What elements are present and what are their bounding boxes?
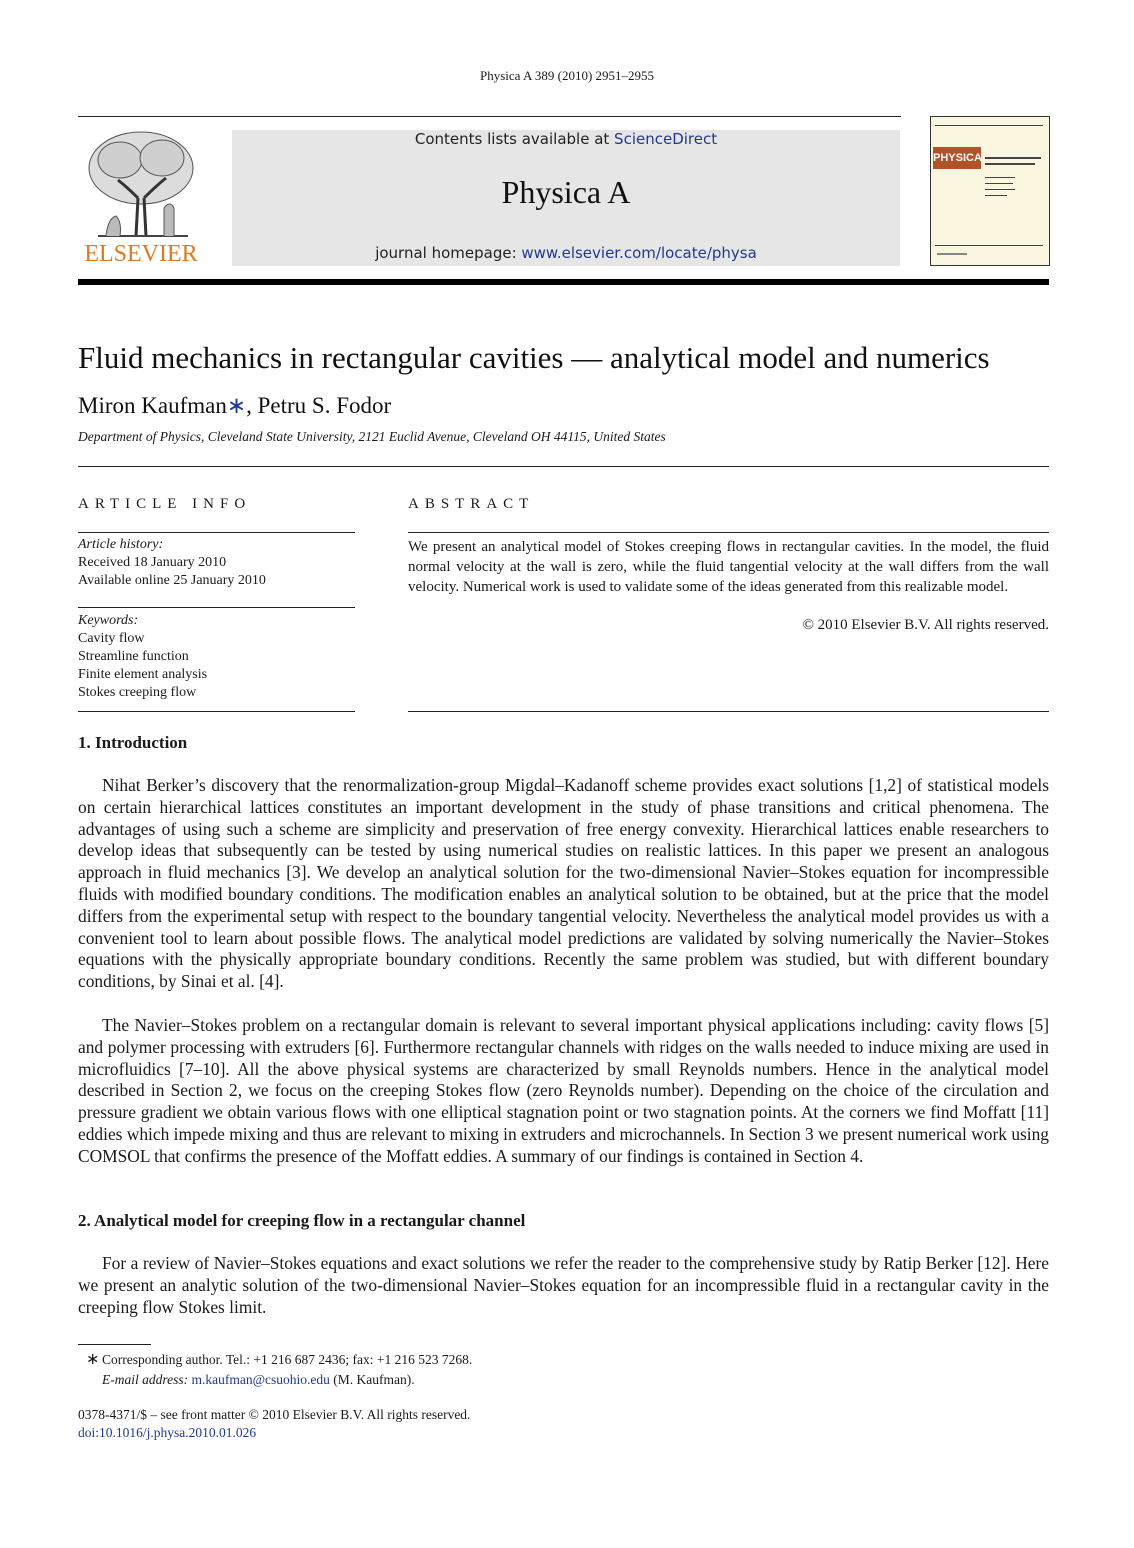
abstract-rule	[408, 711, 1049, 712]
journal-homepage-link[interactable]: www.elsevier.com/locate/physa	[521, 244, 757, 262]
body-paragraph: Nihat Berker’s discovery that the renormalization-group Migdal–Kadanoff scheme provides exact solutions [1,2] of statistical models on certain hierarchical lattices constitutes an important development in the study of phase transitions and critical phenomena. The advantages of using such a scheme are simplicity and preservation of free energy convexity. Hierarchical lattices enable researchers to develop ideas that subsequently can be tested by using numerical studies on realistic lattices. In this paper we present an analogous approach in fluid mechanics [3]. We develop an analytical solution for the two-dimensional Navier–Stokes equation for incompressible fluids with modified boundary conditions. The modification enables an analytical solution to be obtained, but at the price that the model differs from the experimental setup with respect to the boundary tangential velocity. Nevertheless the analytical model provides us with a convenient tool to learn about possible flows. The analytical model predictions are validated by solving numerically the Navier–Stokes equations with the physically appropriate boundary conditions. Recently the same problem was studied, but with different boundary conditions, by Sinai et al. [4].	[78, 775, 1049, 992]
corresponding-author-mark[interactable]: ∗	[226, 393, 247, 418]
footnote-mark: ∗	[86, 1351, 100, 1368]
cover-rule	[935, 125, 1043, 126]
abstract-copyright: © 2010 Elsevier B.V. All rights reserved.	[802, 617, 1049, 633]
cover-band: PHYSICA	[933, 147, 981, 169]
journal-name: Physica A	[501, 174, 631, 210]
article-history	[78, 536, 355, 590]
keyword: Stokes creeping flow	[78, 685, 197, 700]
received-date: Received 18 January 2010	[78, 555, 227, 570]
author-name[interactable]: Petru S. Fodor	[257, 393, 392, 418]
running-head: Physica A 389 (2010) 2951–2955	[479, 68, 655, 83]
masthead-top-rule	[78, 116, 901, 117]
section-heading: 2. Analytical model for creeping flow in a rectangular channel	[78, 1211, 526, 1230]
email-suffix: (M. Kaufman).	[329, 1372, 415, 1387]
cover-rule	[985, 163, 1035, 165]
history-label: Article history:	[78, 537, 164, 552]
logo-wordmark: ELSEVIER	[84, 241, 198, 267]
cover-rule	[937, 253, 967, 255]
doi-line	[78, 1423, 256, 1442]
author-name[interactable]: Miron Kaufman	[78, 393, 227, 418]
tree-icon	[78, 128, 204, 240]
footnote-rule	[78, 1344, 151, 1345]
cover-rule	[985, 157, 1041, 159]
article-title: Fluid mechanics in rectangular cavities — analytical model and numerics	[78, 340, 990, 375]
contents-prefix: Contents lists available at	[414, 130, 615, 148]
keywords-label: Keywords:	[78, 613, 139, 628]
homepage-prefix: journal homepage:	[375, 244, 522, 262]
masthead-thick-rule	[78, 279, 1049, 285]
cover-rule	[935, 245, 1043, 246]
affiliation: Department of Physics, Cleveland State University, 2121 Euclid Avenue, Cleveland OH 44115, United States	[78, 429, 666, 444]
abstract-heading: ABSTRACT	[408, 496, 535, 512]
info-rule	[78, 711, 355, 712]
abstract-text: We present an analytical model of Stokes creeping flows in rectangular cavities. In the model, the fluid normal velocity at the wall is zero, while the fluid tangential velocity at the wall differs from the wall velocity. Numerical work is used to validate some of the ideas generated from this realizable model.	[408, 539, 1049, 595]
contents-line	[232, 130, 900, 148]
corresponding-text: Corresponding author. Tel.: +1 216 687 2436; fax: +1 216 523 7268.	[102, 1352, 473, 1367]
keyword: Streamline function	[78, 649, 189, 664]
author-separator: ,	[246, 393, 258, 418]
section-rule	[78, 466, 1049, 467]
homepage-line	[232, 244, 900, 262]
section-heading: 1. Introduction	[78, 733, 188, 752]
body-paragraph: For a review of Navier–Stokes equations and exact solutions we refer the reader to the comprehensive study by Ratip Berker [12]. Here we present an analytic solution of the two-dimensional Navier–Stokes equation for an incompressible fluid in a rectangular cavity in the creeping flow Stokes limit.	[78, 1253, 1049, 1317]
email-label: E-mail address:	[102, 1372, 189, 1387]
elsevier-logo[interactable]	[78, 128, 204, 268]
sciencedirect-link[interactable]: ScienceDirect	[614, 130, 718, 148]
available-date: Available online 25 January 2010	[78, 573, 266, 588]
cover-rule	[985, 189, 1015, 190]
keywords	[78, 612, 355, 702]
body-paragraph: The Navier–Stokes problem on a rectangular domain is relevant to several important physical applications including: cavity flows [5] and polymer processing with extruders [6]. Furthermore rectangular channels with ridges on the walls needed to induce mixing are used in microfluidics [7–10]. All the above physical systems are characterized by small Reynolds numbers. Hence in the analytical model described in Section 2, we focus on the creeping Stokes flow (zero Reynolds number). Depending on the choice of the circulation and pressure gradient we obtain various flows with one elliptical stagnation point or two stagnation points. At the corners we find Moffatt [11] eddies which impede mixing and thus are relevant to mixing in extruders and microchannels. In Section 3 we present numerical work using COMSOL that confirms the presence of the Moffatt eddies. A summary of our findings is contained in Section 4.	[78, 1015, 1049, 1166]
abstract-rule	[408, 532, 1049, 533]
keyword: Finite element analysis	[78, 667, 208, 682]
keyword: Cavity flow	[78, 631, 145, 646]
article-info-heading: ARTICLE INFO	[78, 496, 252, 512]
cover-rule	[985, 195, 1007, 196]
footnote-corresponding	[78, 1350, 472, 1369]
email-link[interactable]: m.kaufman@csuohio.edu	[191, 1372, 330, 1387]
cover-rule	[985, 183, 1013, 184]
journal-cover-thumbnail[interactable]	[930, 116, 1050, 266]
doi-link[interactable]: doi:10.1016/j.physa.2010.01.026	[78, 1425, 257, 1440]
info-rule	[78, 532, 355, 533]
footnote-email	[102, 1370, 415, 1389]
journal-banner	[232, 130, 900, 266]
front-matter: 0378-4371/$ – see front matter © 2010 Elsevier B.V. All rights reserved.	[78, 1407, 471, 1422]
cover-rule	[985, 177, 1015, 178]
author-list	[78, 393, 391, 419]
journal-masthead	[78, 116, 1050, 270]
info-rule	[78, 607, 355, 608]
